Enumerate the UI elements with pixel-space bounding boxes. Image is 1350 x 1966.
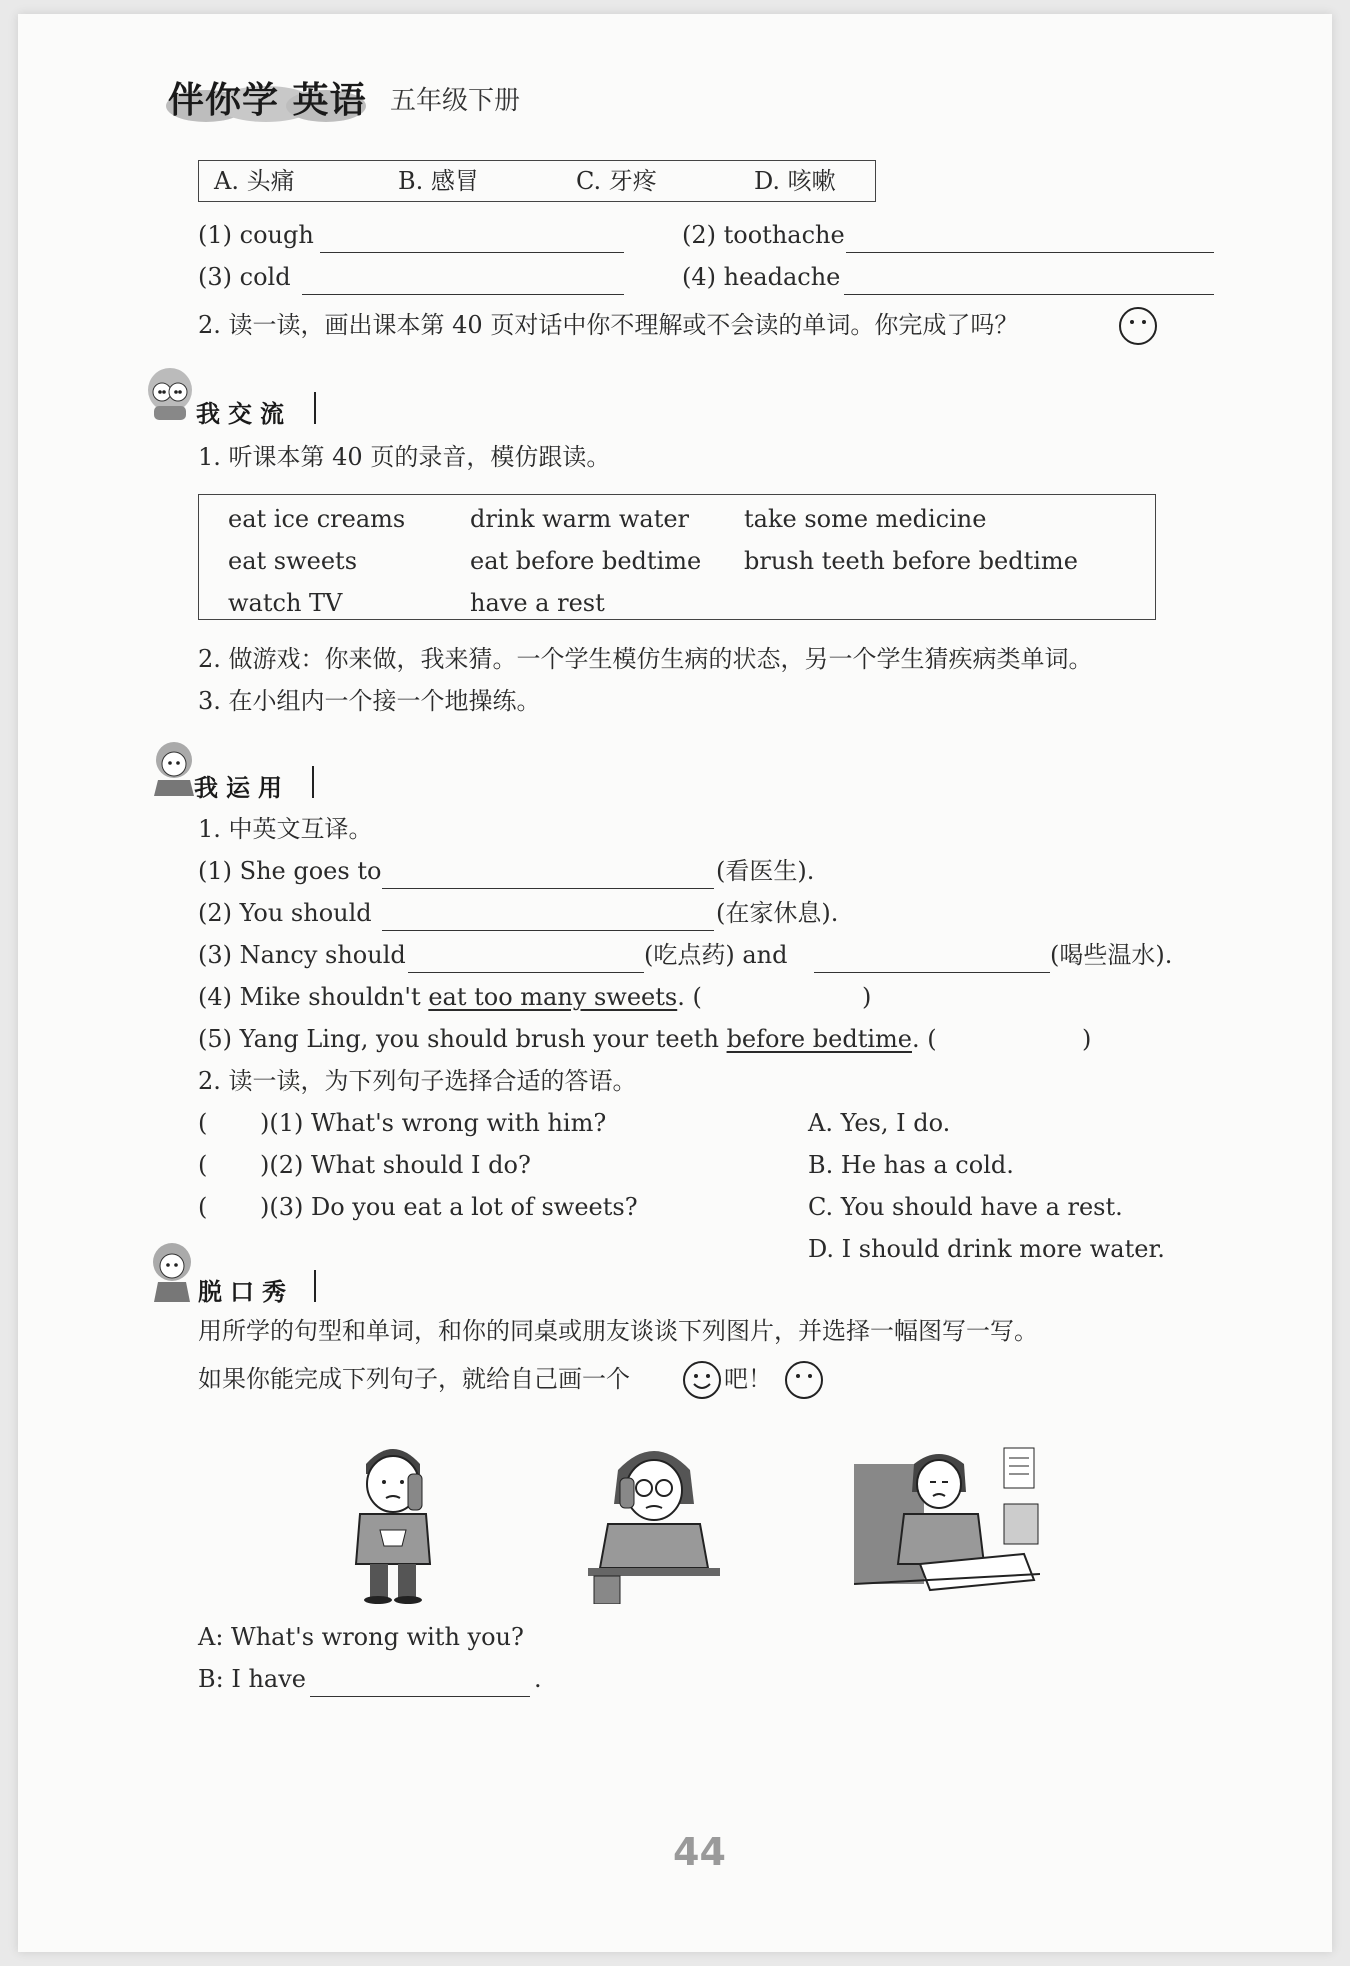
match-paren-open[interactable]: ( (198, 1193, 208, 1221)
match-item-1: (1) cough (198, 221, 314, 249)
match-item-2: (2) toothache (682, 221, 845, 249)
show-instruction: 用所学的句型和单词，和你的同桌或朋友谈谈下列图片，并选择一幅图写一写。 (198, 1317, 1038, 1345)
section-title-use: 我运用 (194, 774, 290, 802)
mascot-kids-icon (140, 364, 200, 424)
answer-d: D. I should drink more water. (808, 1235, 1165, 1263)
translate-2-prefix: (2) You should (198, 899, 372, 927)
mascot-kid-icon (142, 1240, 200, 1304)
translate-4-open: . ( (677, 983, 702, 1011)
translate-5-open: . ( (911, 1025, 937, 1053)
use-q1: 1. 中英文互译。 (198, 815, 373, 843)
translate-3-hint-b: (喝些温水). (1050, 941, 1173, 969)
answer-blank[interactable] (408, 972, 644, 973)
translate-2-hint: (在家休息). (716, 899, 839, 927)
answer-blank[interactable] (814, 972, 1050, 973)
match-question-1: )(1) What's wrong with him? (260, 1109, 607, 1137)
girl-headache-illustration[interactable] (584, 1434, 724, 1604)
woman-cold-illustration[interactable] (854, 1444, 1040, 1604)
blank-face-icon[interactable] (784, 1360, 824, 1400)
section-divider (312, 766, 314, 798)
option-b: B. 感冒 (398, 167, 479, 195)
section-title-show: 脱口秀 (198, 1278, 294, 1306)
translate-4-close: ) (862, 983, 872, 1011)
answer-blank[interactable] (310, 1696, 530, 1697)
dialog-b-end: . (534, 1665, 542, 1693)
phrase: drink warm water (470, 505, 690, 533)
answer-blank[interactable] (844, 294, 1214, 295)
page-number: 44 (673, 1830, 726, 1874)
translate-1-prefix: (1) She goes to (198, 857, 382, 885)
answer-b: B. He has a cold. (808, 1151, 1014, 1179)
exchange-q2: 2. 做游戏：你来做，我来猜。一个学生模仿生病的状态，另一个学生猜疾病类单词。 (198, 645, 1093, 673)
translate-5-prefix: (5) Yang Ling, you should brush your teeth (198, 1025, 719, 1053)
phrase: eat before bedtime (470, 547, 702, 575)
book-grade: 五年级下册 (390, 86, 521, 116)
phrase: have a rest (470, 589, 605, 617)
answer-blank[interactable] (320, 252, 624, 253)
phrase: watch TV (228, 589, 343, 617)
dialog-a: A: What's wrong with you? (198, 1623, 524, 1651)
phrase: brush teeth before bedtime (744, 547, 1078, 575)
translate-4-underlined: eat too many sweets (428, 983, 678, 1011)
translate-4-prefix: (4) Mike shouldn't (198, 983, 421, 1011)
match-paren-open[interactable]: ( (198, 1109, 208, 1137)
answer-c: C. You should have a rest. (808, 1193, 1123, 1221)
book-brand: 伴你学 英语 (168, 80, 367, 121)
translate-3-hint-a: (吃点药) and (644, 941, 788, 969)
show-instruction-2b: 吧！ (724, 1365, 772, 1393)
translate-1-hint: (看医生). (716, 857, 815, 885)
translate-3-prefix: (3) Nancy should (198, 941, 406, 969)
smiley-face-icon (682, 1360, 722, 1400)
phrase: eat sweets (228, 547, 358, 575)
section-divider (314, 1270, 316, 1302)
option-c: C. 牙疼 (576, 167, 657, 195)
match-item-4: (4) headache (682, 263, 841, 291)
match-item-3: (3) cold (198, 263, 291, 291)
phrase: eat ice creams (228, 505, 406, 533)
translate-5-close: ) (1082, 1025, 1092, 1053)
phrase: take some medicine (744, 505, 987, 533)
section-divider (314, 392, 316, 424)
match-paren-open[interactable]: ( (198, 1151, 208, 1179)
exchange-q1: 1. 听课本第 40 页的录音，模仿跟读。 (198, 443, 611, 471)
answer-blank[interactable] (382, 888, 714, 889)
exchange-q3: 3. 在小组内一个接一个地操练。 (198, 687, 541, 715)
match-question-3: )(3) Do you eat a lot of sweets? (260, 1193, 638, 1221)
answer-blank[interactable] (846, 252, 1214, 253)
answer-blank[interactable] (382, 930, 714, 931)
workbook-page (18, 14, 1332, 1952)
read-task: 2. 读一读，画出课本第 40 页对话中你不理解或不会读的单词。你完成了吗？ (198, 311, 1019, 339)
use-q2: 2. 读一读，为下列句子选择合适的答语。 (198, 1067, 637, 1095)
dialog-b: B: I have (198, 1665, 306, 1693)
translate-5 (198, 1024, 937, 1054)
boy-toothache-illustration[interactable] (338, 1434, 448, 1604)
answer-blank[interactable] (302, 294, 624, 295)
translate-4 (198, 982, 702, 1012)
section-title-exchange: 我交流 (196, 400, 292, 428)
show-instruction-2a: 如果你能完成下列句子，就给自己画一个 (198, 1365, 630, 1393)
mascot-girl-icon (144, 738, 200, 798)
option-d: D. 咳嗽 (754, 167, 836, 195)
answer-a: A. Yes, I do. (808, 1109, 951, 1137)
translate-5-underlined: before bedtime (726, 1025, 912, 1053)
blank-face-icon[interactable] (1118, 306, 1158, 346)
option-a: A. 头痛 (214, 167, 295, 195)
match-question-2: )(2) What should I do? (260, 1151, 531, 1179)
